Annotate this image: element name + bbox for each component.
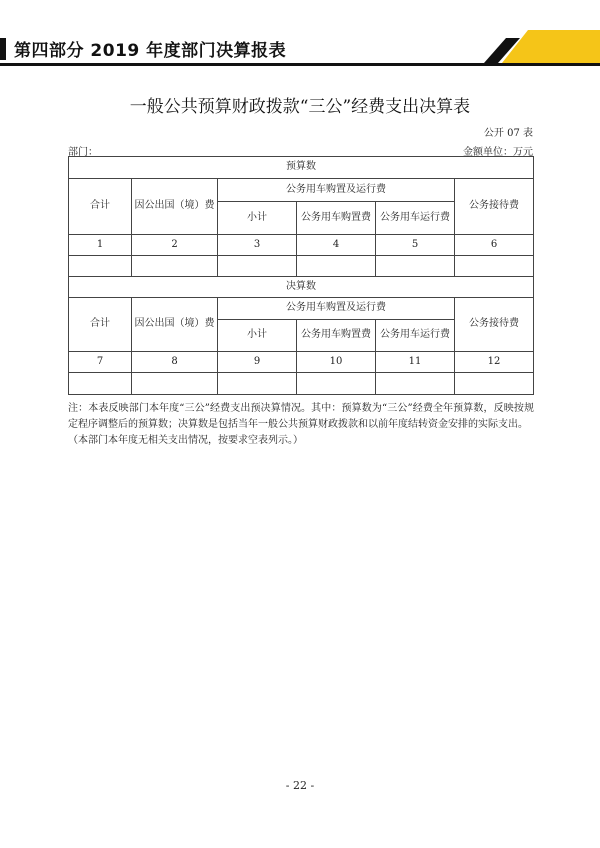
table-code: 公开 07 表 xyxy=(483,128,533,139)
header-vehicle-purchase: 公务用车购置费 xyxy=(297,320,376,352)
col-number: 7 xyxy=(69,352,132,373)
budget-value-row xyxy=(69,256,534,277)
final-value-row xyxy=(69,373,534,395)
header-mark xyxy=(0,38,6,60)
header-vehicle-operation: 公务用车运行费 xyxy=(376,202,455,235)
header-reception: 公务接待费 xyxy=(455,298,534,352)
note-empty: （本部门本年度无相关支出情况，按要求空表列示。） xyxy=(68,435,303,446)
header-vehicle-group: 公务用车购置及运行费 xyxy=(218,298,455,320)
three-public-expense-table xyxy=(68,156,534,395)
col-number: 4 xyxy=(297,235,376,256)
empty-cell xyxy=(376,256,455,277)
page-header xyxy=(0,0,600,66)
page-number: - 22 - xyxy=(285,779,315,792)
col-number: 6 xyxy=(455,235,534,256)
header-total: 合计 xyxy=(69,179,132,235)
col-number: 5 xyxy=(376,235,455,256)
header-vehicle-purchase: 公务用车购置费 xyxy=(297,202,376,235)
empty-cell xyxy=(455,373,534,395)
empty-cell xyxy=(69,373,132,395)
empty-cell xyxy=(218,256,297,277)
col-number: 12 xyxy=(455,352,534,373)
note-main: 注：本表反映部门本年度“三公”经费支出预决算情况。其中：预算数为“三公”经费全年预算数，反映按规定程序调整后的预算数；决算数是包括当年一般公共预算财政拨款和以前年度结转资金安排的实际支出。 xyxy=(68,403,534,430)
empty-cell xyxy=(297,373,376,395)
col-number: 9 xyxy=(218,352,297,373)
header-subtotal: 小计 xyxy=(218,202,297,235)
col-number: 2 xyxy=(132,235,218,256)
header-vehicle-operation: 公务用车运行费 xyxy=(376,320,455,352)
header-abroad: 因公出国（境）费 xyxy=(132,179,218,235)
col-number: 11 xyxy=(376,352,455,373)
header-abroad: 因公出国（境）费 xyxy=(132,298,218,352)
empty-cell xyxy=(132,256,218,277)
empty-cell xyxy=(218,373,297,395)
empty-cell xyxy=(132,373,218,395)
empty-cell xyxy=(376,373,455,395)
document-title: 一般公共预算财政拨款“三公”经费支出决算表 xyxy=(129,97,471,117)
col-number: 3 xyxy=(218,235,297,256)
header-reception: 公务接待费 xyxy=(455,179,534,235)
header-decoration xyxy=(470,30,600,63)
budget-section-header: 预算数 xyxy=(69,157,534,179)
table-notes xyxy=(68,401,534,449)
header-rule xyxy=(0,63,600,66)
header-total: 合计 xyxy=(69,298,132,352)
header-vehicle-group: 公务用车购置及运行费 xyxy=(218,179,455,202)
final-section-header: 决算数 xyxy=(69,277,534,298)
department-label: 部门： xyxy=(68,147,98,158)
section-title: 第四部分 2019 年度部门决算报表 xyxy=(14,41,287,61)
unit-label: 金额单位：万元 xyxy=(463,147,533,158)
col-number: 8 xyxy=(132,352,218,373)
col-number: 1 xyxy=(69,235,132,256)
empty-cell xyxy=(69,256,132,277)
empty-cell xyxy=(455,256,534,277)
header-subtotal: 小计 xyxy=(218,320,297,352)
col-number: 10 xyxy=(297,352,376,373)
empty-cell xyxy=(297,256,376,277)
